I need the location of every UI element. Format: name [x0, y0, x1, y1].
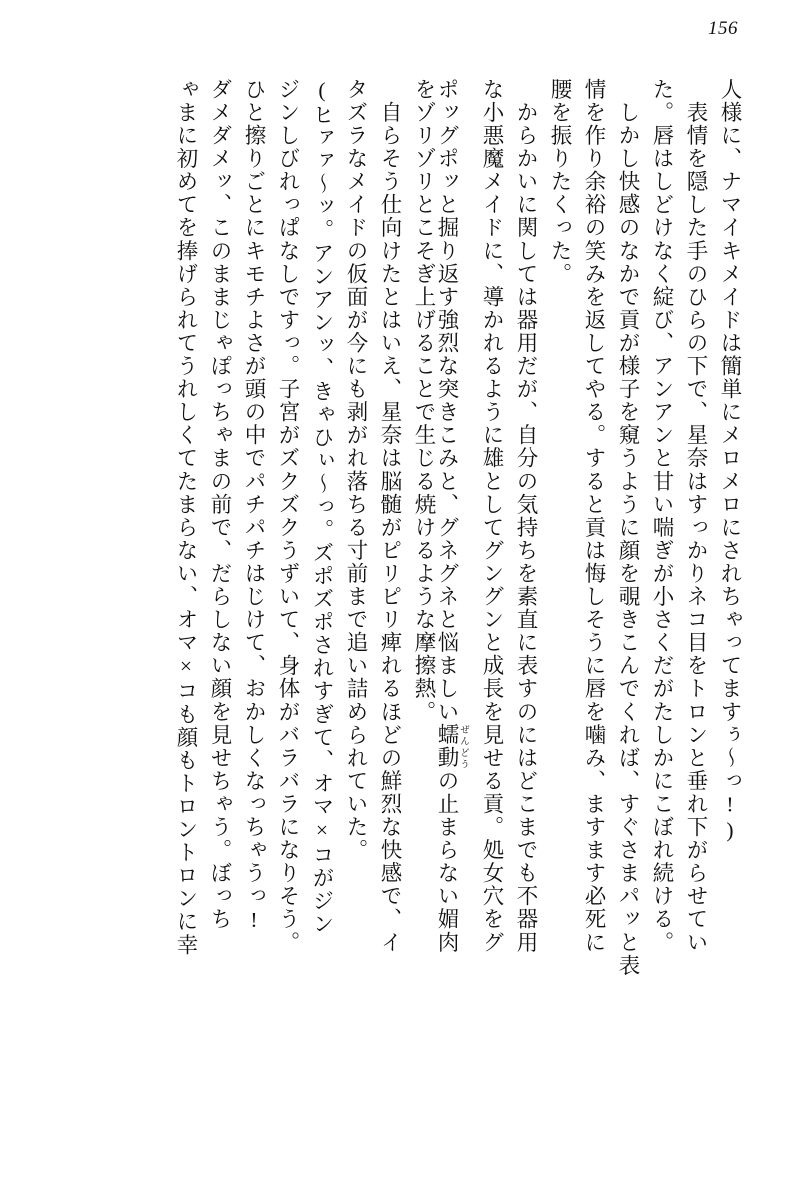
text-line: 情を作り余裕の笑みを返してやる。すると貢は悔しそうに唇を噛み、ますます必死に: [582, 78, 606, 954]
ruby-base: 蠕動: [435, 723, 459, 770]
text-line: (ヒァァ～ッ。アンアンッ、きゃひぃ～っ。ズポズポされすぎて、オマ×コがジン: [310, 78, 334, 936]
text-line: ゃまに初めてを捧げられてうれしくてたまらない、オマ×コも顔もトロントロンに幸: [174, 78, 198, 957]
text-line: 表情を隠した手のひらの下で、星奈はすっかりネコ目をトロンと垂れ下がらせてい: [684, 78, 708, 954]
text-line: をゾリゾリとこそぎ上げることで生じる焼けるような摩擦熱。: [412, 78, 436, 724]
text-line: タズラなメイドの仮面が今にも剥がれ落ちる寸前まで追い詰められていた。: [344, 78, 368, 862]
ruby-annotation: [435, 723, 468, 770]
vertical-text-body: [58, 78, 740, 1163]
text-line: 自らそう仕向けたとはいえ、星奈は脳髄がピリピリ痺れるほどの鮮烈な快感で、イ: [378, 78, 402, 954]
text-line-with-ruby: [434, 78, 468, 1163]
text-line: 腰を振りたくった。: [548, 78, 572, 286]
text-line-part: の止まらない媚肉: [435, 769, 459, 954]
text-line: しかし快感のなかで貢が様子を窺うように顔を覗きこんでくれば、すぐさまパッと表: [616, 78, 640, 977]
text-line: ダメダメッ、このままじゃぽっちゃまの前で、だらしない顔を見せちゃう。ぼっち: [208, 78, 232, 931]
text-line: ジンしびれっぱなしですっ。子宮がズクズクうずいて、身体がバラバラになりそう。: [276, 78, 300, 954]
ruby-text: ぜんどう: [458, 723, 468, 770]
page-number: 156: [708, 18, 738, 39]
text-line: ひと擦りごとにキモチよさが頭の中でパチパチはじけて、おかしくなっちゃうっ!: [242, 78, 266, 934]
text-line: た。唇はしどけなく綻び、アンアンと甘い喘ぎが小さくだがたしかにこぼれ続ける。: [650, 78, 674, 954]
text-line: 人様に、ナマイキメイドは簡単にメロメロにされちゃってますぅ～っ!): [718, 78, 742, 844]
text-line-part: ポッグポッと掘り返す強烈な突きこみと、グネグネと悩ましい: [435, 78, 459, 724]
text-line: からかいに関しては器用だが、自分の気持ちを素直に表すのにはどこまでも不器用: [514, 78, 538, 954]
text-line: な小悪魔メイドに、導かれるように雄としてグングンと成長を見せる貢。処女穴をグ: [480, 78, 504, 954]
